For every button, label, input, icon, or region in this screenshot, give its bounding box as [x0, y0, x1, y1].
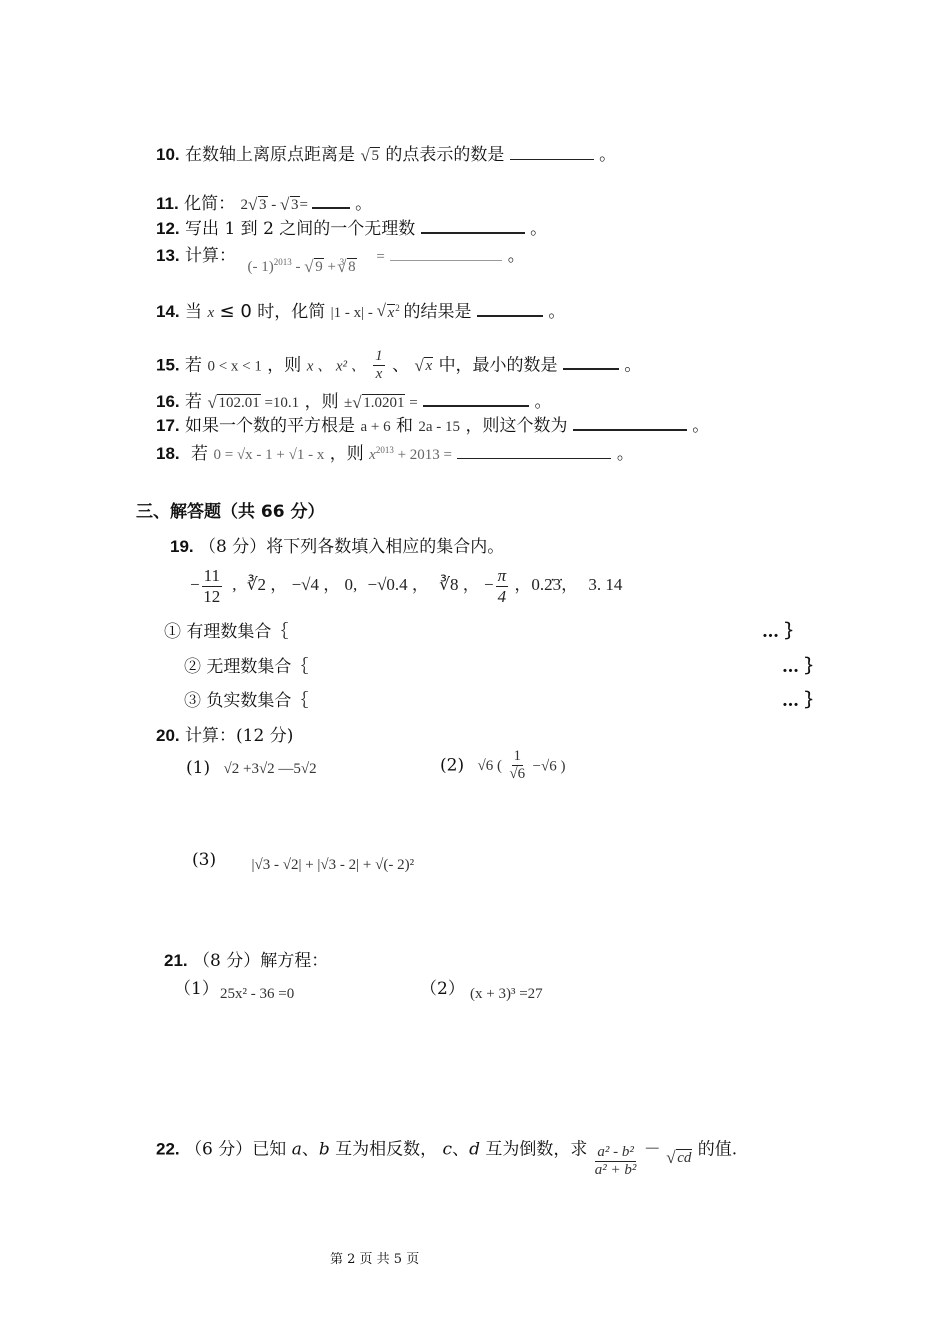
q21-part-2-expr: (x + 3)³ =27 [470, 986, 543, 1002]
period: 。 [599, 145, 617, 165]
math-expr-2: −√6 ) [532, 758, 566, 775]
period: 。 [624, 355, 642, 376]
set-irrational [184, 652, 308, 677]
period: 。 [616, 444, 634, 464]
period: 。 [530, 219, 548, 239]
question-text-2: 的点表示的数是 [385, 145, 505, 165]
question-17 [156, 411, 709, 436]
var-b: b [318, 1139, 330, 1160]
question-21 [164, 946, 328, 971]
question-number: 18. [156, 444, 180, 463]
fraction: $\frac{1}{√6}$ [509, 748, 526, 783]
fraction: $\frac{\text{a² - b²}}{\text{a² + b²}}$ [594, 1144, 637, 1179]
question-15 [156, 348, 641, 384]
answer-blank[interactable] [423, 389, 529, 407]
question-14 [156, 297, 565, 322]
sqrt-expr: √ x [414, 358, 433, 375]
question-text: 若 [185, 392, 203, 412]
question-12 [156, 214, 547, 239]
question-number: 21. [164, 951, 188, 970]
answer-blank[interactable] [477, 299, 543, 317]
question-text-3: 的结果是 [403, 302, 472, 322]
period: 。 [355, 194, 373, 214]
question-19 [170, 532, 504, 557]
expr-1: a + 6 [360, 419, 391, 435]
question-22 [156, 1132, 738, 1179]
answer-blank[interactable] [457, 442, 611, 459]
period: 。 [692, 416, 710, 436]
fraction-1: $\frac{11}{12}$ [203, 566, 221, 606]
q21-part-1 [174, 974, 219, 999]
set-negative-real-end: … ｝ [782, 691, 822, 711]
minus-sign: － [643, 1139, 661, 1160]
question-text-3: 中，最小的数是 [438, 355, 558, 376]
question-text: （6 分）已知 [185, 1139, 287, 1160]
question-number: 19. [170, 537, 194, 556]
sqrt-expr: √ 5 [360, 148, 380, 165]
condition: 0 = √x - 1 + √1 - x [213, 447, 325, 463]
question-16 [156, 387, 552, 412]
question-text-3: 互为倒数，求 [485, 1139, 588, 1160]
question-text: 若 [185, 355, 203, 376]
question-text: 如果一个数的平方根是 [185, 416, 356, 436]
separator: 、 [301, 1139, 319, 1160]
math-expr: (- 1)$^{2013}$ - √ 9 + $^3$√ 8 [247, 259, 360, 275]
question-text-2: 互为相反数， [335, 1139, 438, 1160]
number-repeating: ，0.2̇3̇， [514, 574, 579, 594]
answer-blank[interactable] [421, 216, 525, 234]
question-text: 在数轴上离原点距离是 [185, 145, 356, 165]
math-expr: |√3 - √2| + |√3 - 2| + √(- 2)² [251, 857, 415, 873]
period: 。 [548, 302, 566, 322]
question-number: 22. [156, 1139, 180, 1159]
condition: ≤ 0 [219, 301, 252, 322]
equals-sign: = [376, 249, 385, 265]
number-list: − $\frac{11}{12}$ , ∛2 ， −√4 ， 0, −√0.4 ， ∛8 ， − $\frac{\pi}{4}$ ，0.2̇3̇， 3. 14 [190, 566, 623, 606]
question-text-2: 时，化简 [257, 302, 326, 322]
question-text: 写出 1 到 2 之间的一个无理数 [185, 219, 416, 239]
var-d: d [469, 1139, 480, 1160]
period: 。 [507, 246, 525, 266]
q20-part-3 [192, 850, 415, 873]
number-cbrt8: ∛8 ， [439, 574, 480, 594]
number-neg-sqrt4: −√4 ， [291, 574, 341, 594]
math-expr: $x^{2013} + 2013$ = [369, 445, 452, 463]
question-text-2: ，则 [304, 392, 339, 412]
var-a: a [291, 1139, 302, 1160]
question-13 [156, 241, 525, 275]
q20-part-2 [440, 748, 565, 784]
question-number: 17. [156, 416, 180, 435]
candidates: x 、 x² 、 [306, 358, 366, 375]
set-label: ① 有理数集合｛ [164, 622, 289, 642]
question-text-2: ，则 [267, 355, 302, 376]
set-label: ② 无理数集合｛ [184, 657, 309, 677]
question-number: 14. [156, 302, 180, 321]
part-label: (2) [440, 755, 465, 776]
question-10 [156, 140, 616, 165]
number-zero: 0, [344, 574, 358, 594]
question-text: 若 [191, 444, 209, 464]
question-number: 16. [156, 392, 180, 411]
answer-blank[interactable] [510, 143, 594, 160]
math-expr-2: ±√ 1.0201 = [344, 395, 418, 411]
q20-part-1 [186, 758, 317, 778]
question-text: 计算：(12 分) [185, 726, 294, 746]
math-expr: √6 ( [477, 758, 502, 775]
conjunction: 和 [395, 416, 413, 436]
part-label: （1） [174, 979, 219, 999]
sqrt-expr: √ cd [666, 1150, 692, 1167]
question-text: （8 分）解方程： [193, 951, 329, 971]
page-footer: 第 2 页 共 5 页 [330, 1252, 420, 1267]
set-rational-end: … ｝ [762, 622, 802, 642]
question-number: 12. [156, 219, 180, 238]
question-18 [156, 439, 634, 464]
question-text-2: ，则 [329, 444, 364, 464]
variable: x [207, 305, 215, 321]
question-text-2: ，则这个数为 [465, 416, 568, 436]
question-number: 15. [156, 355, 180, 375]
set-label: ③ 负实数集合｛ [184, 691, 309, 711]
math-expr: 2√ 3 - √ 3= [241, 197, 312, 213]
set-irrational-end: … ｝ [782, 657, 822, 677]
set-rational [164, 617, 288, 642]
number-cbrt2: ∛2 ， [246, 574, 288, 594]
question-number: 13. [156, 246, 180, 265]
fraction-2: $\frac{\pi}{4}$ [497, 566, 507, 606]
question-text: 计算： [185, 246, 237, 266]
section-title: 三、解答题（共 66 分） [136, 502, 325, 522]
separator: 、 [392, 355, 410, 376]
part-label: (3) [192, 850, 217, 870]
expr-2: 2a - 15 [418, 419, 461, 435]
question-number: 10. [156, 145, 180, 164]
question-20 [156, 721, 293, 746]
part-label: （2） [420, 979, 465, 999]
question-text-4: 的值. [697, 1139, 738, 1160]
number-314: 3. 14 [588, 574, 623, 594]
question-text: 当 [185, 302, 203, 322]
set-negative-real [184, 686, 308, 711]
question-number: 20. [156, 726, 180, 745]
question-number: 11. [156, 194, 179, 213]
condition: 0 < x < 1 [207, 358, 262, 375]
answer-blank[interactable] [390, 244, 502, 261]
math-expr: √ 102.01 =10.1 [207, 395, 299, 411]
question-11 [156, 189, 372, 214]
math-expr: |1 - x| - √ $x^2$ [331, 305, 404, 321]
answer-blank[interactable] [573, 413, 687, 431]
var-c: c [442, 1139, 453, 1160]
answer-blank[interactable] [563, 352, 619, 370]
answer-blank[interactable] [312, 191, 350, 209]
question-text: （8 分）将下列各数填入相应的集合内。 [199, 537, 505, 557]
fraction: $\frac{1}{x}$ [375, 348, 383, 383]
q21-part-2 [420, 974, 465, 999]
q21-part-1-expr: 25x² - 36 =0 [220, 986, 295, 1002]
separator-2: 、 [452, 1139, 470, 1160]
part-label: (1) [186, 758, 211, 778]
math-expr: √2 +3√2 —5√2 [223, 761, 317, 777]
number-neg-sqrt04: −√0.4 ， [367, 574, 429, 594]
period: 。 [534, 392, 552, 412]
question-text: 化简： [184, 194, 236, 214]
